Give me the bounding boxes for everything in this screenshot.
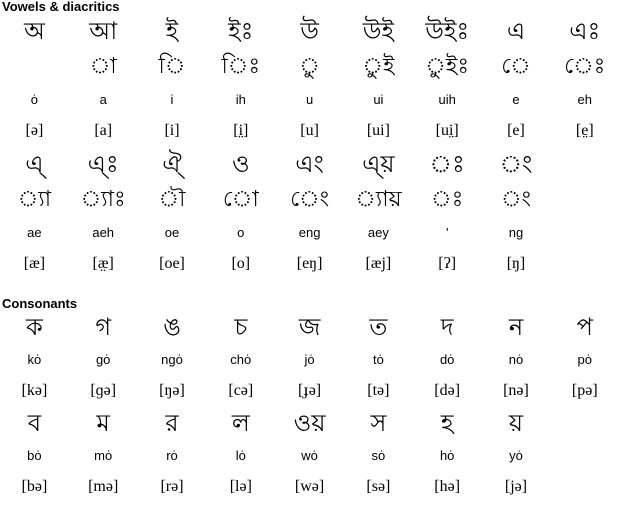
vowel-letter: ই xyxy=(165,17,179,45)
transliteration: ih xyxy=(235,92,246,107)
consonant-letter: ত xyxy=(369,313,388,341)
consonant-letter: ওয় xyxy=(293,409,326,437)
transliteration: wȯ xyxy=(301,448,318,463)
ipa-value: [æj] xyxy=(365,255,392,272)
consonant-letters-row xyxy=(0,314,620,350)
ipa-value: [ui] xyxy=(366,122,390,139)
vowel-diacritic: িঃ xyxy=(221,54,261,79)
transliteration: o xyxy=(237,225,245,240)
ipa-value: [i] xyxy=(164,122,180,139)
vowel-letter: উ xyxy=(300,17,319,45)
transliteration: dȯ xyxy=(439,352,455,367)
transliteration: mȯ xyxy=(94,448,113,463)
ipa-value: [bə] xyxy=(21,478,48,495)
consonant-translit-row xyxy=(0,446,620,477)
vowel-diacritic: েঃ xyxy=(564,54,606,79)
ipa-value: [u] xyxy=(300,122,319,139)
consonant-letter: ম xyxy=(96,409,110,437)
vowel-letter: উই xyxy=(362,17,394,45)
vowel-translit-row xyxy=(0,90,620,121)
ipa-value: [sə] xyxy=(366,478,391,495)
vowel-letter: ও xyxy=(231,150,250,178)
transliteration: tȯ xyxy=(372,352,384,367)
consonant-letters-row xyxy=(0,410,620,446)
ipa-value: [rə] xyxy=(160,478,184,495)
vowel-letter: এ্ঃ xyxy=(87,150,119,178)
vowel-letter: ঐ্ xyxy=(162,150,182,178)
vowels-table-1 xyxy=(0,18,620,151)
transliteration: bȯ xyxy=(27,448,42,463)
ipa-value: [cə] xyxy=(228,382,254,399)
vowel-diacritic: ৗ xyxy=(158,187,186,212)
transliteration: lȯ xyxy=(235,448,246,463)
consonant-letter: জ xyxy=(298,313,321,341)
transliteration: ȯ xyxy=(30,92,39,107)
consonant-letter: ঙ xyxy=(163,313,181,341)
consonants-table-2 xyxy=(0,410,620,507)
vowel-diacritic: ঃ xyxy=(431,187,464,212)
consonant-letter: র xyxy=(165,409,179,437)
ipa-value: [i̤] xyxy=(233,122,249,139)
transliteration: sȯ xyxy=(371,448,386,463)
vowel-diacritic: া xyxy=(89,54,117,79)
consonant-ipa-row xyxy=(0,381,620,411)
ipa-value: [e] xyxy=(507,122,525,139)
vowel-diacritic: ি xyxy=(158,54,186,79)
ipa-value: [pə] xyxy=(571,382,598,399)
ipa-value: [ŋə] xyxy=(159,382,185,399)
consonant-letter: গ xyxy=(95,313,112,341)
consonant-ipa-row xyxy=(0,477,620,507)
ipa-value: [ɡə] xyxy=(90,382,117,399)
vowel-letter: উইঃ xyxy=(425,17,470,45)
ipa-value: [ɟə] xyxy=(298,382,322,399)
transliteration: ng xyxy=(508,225,524,240)
vowels-table-2 xyxy=(0,151,620,284)
consonant-letter: দ xyxy=(440,313,454,341)
vowel-diacritic: েং xyxy=(290,187,330,212)
vowel-ipa-row xyxy=(0,254,620,284)
vowel-letter: ং xyxy=(499,150,533,178)
vowel-letter: আ xyxy=(89,17,118,45)
ipa-value: [wə] xyxy=(294,478,325,495)
transliteration: hȯ xyxy=(439,448,455,463)
ipa-value: [nə] xyxy=(503,382,529,399)
ipa-value: [ŋ] xyxy=(506,255,526,272)
transliteration: yȯ xyxy=(509,448,523,463)
consonant-letter: প xyxy=(576,313,593,341)
transliteration: a xyxy=(99,92,107,107)
vowel-letter: এ xyxy=(506,17,526,45)
vowel-diacritic: ্যা xyxy=(17,187,52,212)
ipa-value: [o] xyxy=(231,255,251,272)
transliteration: ae xyxy=(27,225,42,240)
consonant-letter: ক xyxy=(26,313,43,341)
transliteration: chȯ xyxy=(230,352,252,367)
consonants-table-1 xyxy=(0,314,620,411)
ipa-value: [jə] xyxy=(504,478,528,495)
ipa-value: [e̤] xyxy=(575,122,594,139)
vowel-diacritic: ু xyxy=(299,54,320,79)
vowel-letter: এ্ xyxy=(25,150,44,178)
consonant-letter: য় xyxy=(508,409,524,437)
vowel-diacritic: ্যাঃ xyxy=(80,187,126,212)
transliteration: rȯ xyxy=(166,448,178,463)
transliteration: aey xyxy=(367,225,389,240)
vowel-letter: এ্য় xyxy=(362,150,395,178)
transliteration: nȯ xyxy=(508,352,524,367)
ipa-value: [də] xyxy=(434,382,461,399)
transliteration: pȯ xyxy=(577,352,592,367)
transliteration: oe xyxy=(164,225,180,240)
consonant-translit-row xyxy=(0,350,620,381)
transliteration: aeh xyxy=(92,225,115,240)
ipa-value: [mə] xyxy=(88,478,119,495)
vowel-translit-row xyxy=(0,223,620,254)
vowel-letter: ইঃ xyxy=(228,17,254,45)
vowel-diacritic: ্যায় xyxy=(355,187,402,212)
vowel-diacritic: ো xyxy=(222,187,259,212)
transliteration: jȯ xyxy=(304,352,315,367)
transliteration: i xyxy=(170,92,174,107)
ipa-value: [ʔ] xyxy=(438,255,457,272)
vowel-letter: এং xyxy=(295,150,324,178)
vowel-diacritics-row xyxy=(0,187,620,223)
transliteration: ngȯ xyxy=(161,352,183,367)
consonant-letter: ন xyxy=(508,313,524,341)
vowel-diacritic: ুই xyxy=(362,54,395,79)
ipa-value: [æ] xyxy=(23,255,46,272)
vowel-diacritic: ং xyxy=(500,187,532,212)
transliteration: e xyxy=(512,92,520,107)
vowel-letters-row xyxy=(0,151,620,187)
ipa-value: [a] xyxy=(94,122,113,139)
vowel-letters-row xyxy=(0,18,620,54)
consonant-letter: স xyxy=(370,409,387,437)
ipa-value: [tə] xyxy=(367,382,390,399)
transliteration: u xyxy=(305,92,314,107)
consonant-letter: হ xyxy=(440,409,454,437)
vowel-letter: অ xyxy=(24,17,45,45)
transliteration: uih xyxy=(438,92,456,107)
consonant-letter: ব xyxy=(27,409,42,437)
ipa-value: [æ̤] xyxy=(92,255,114,272)
consonant-letter: ল xyxy=(231,409,250,437)
consonants-section-title: Consonants xyxy=(2,296,78,311)
vowel-diacritic: ে xyxy=(501,54,531,79)
vowel-ipa-row xyxy=(0,121,620,151)
vowel-letter: ঃ xyxy=(429,150,465,178)
consonant-letter: চ xyxy=(234,313,248,341)
transliteration: gȯ xyxy=(95,352,111,367)
vowel-letter: এঃ xyxy=(569,17,601,45)
transliteration: ui xyxy=(373,92,384,107)
transliteration: eng xyxy=(298,225,321,240)
ipa-value: [lə] xyxy=(229,478,252,495)
vowels-section-title: Vowels & diacritics xyxy=(2,0,120,14)
ipa-value: [hə] xyxy=(434,478,461,495)
transliteration: eh xyxy=(577,92,592,107)
ipa-value: [oe] xyxy=(159,255,185,272)
ipa-value: [kə] xyxy=(21,382,48,399)
vowel-diacritics-row xyxy=(0,54,620,90)
ipa-value: [ui̤] xyxy=(435,122,459,139)
vowel-diacritic: ুইঃ xyxy=(425,54,470,79)
ipa-value: [ə] xyxy=(25,122,44,139)
transliteration: ' xyxy=(445,225,449,240)
vowel-diacritic xyxy=(0,54,69,90)
transliteration: kȯ xyxy=(27,352,42,367)
ipa-value: [eŋ] xyxy=(296,255,323,272)
